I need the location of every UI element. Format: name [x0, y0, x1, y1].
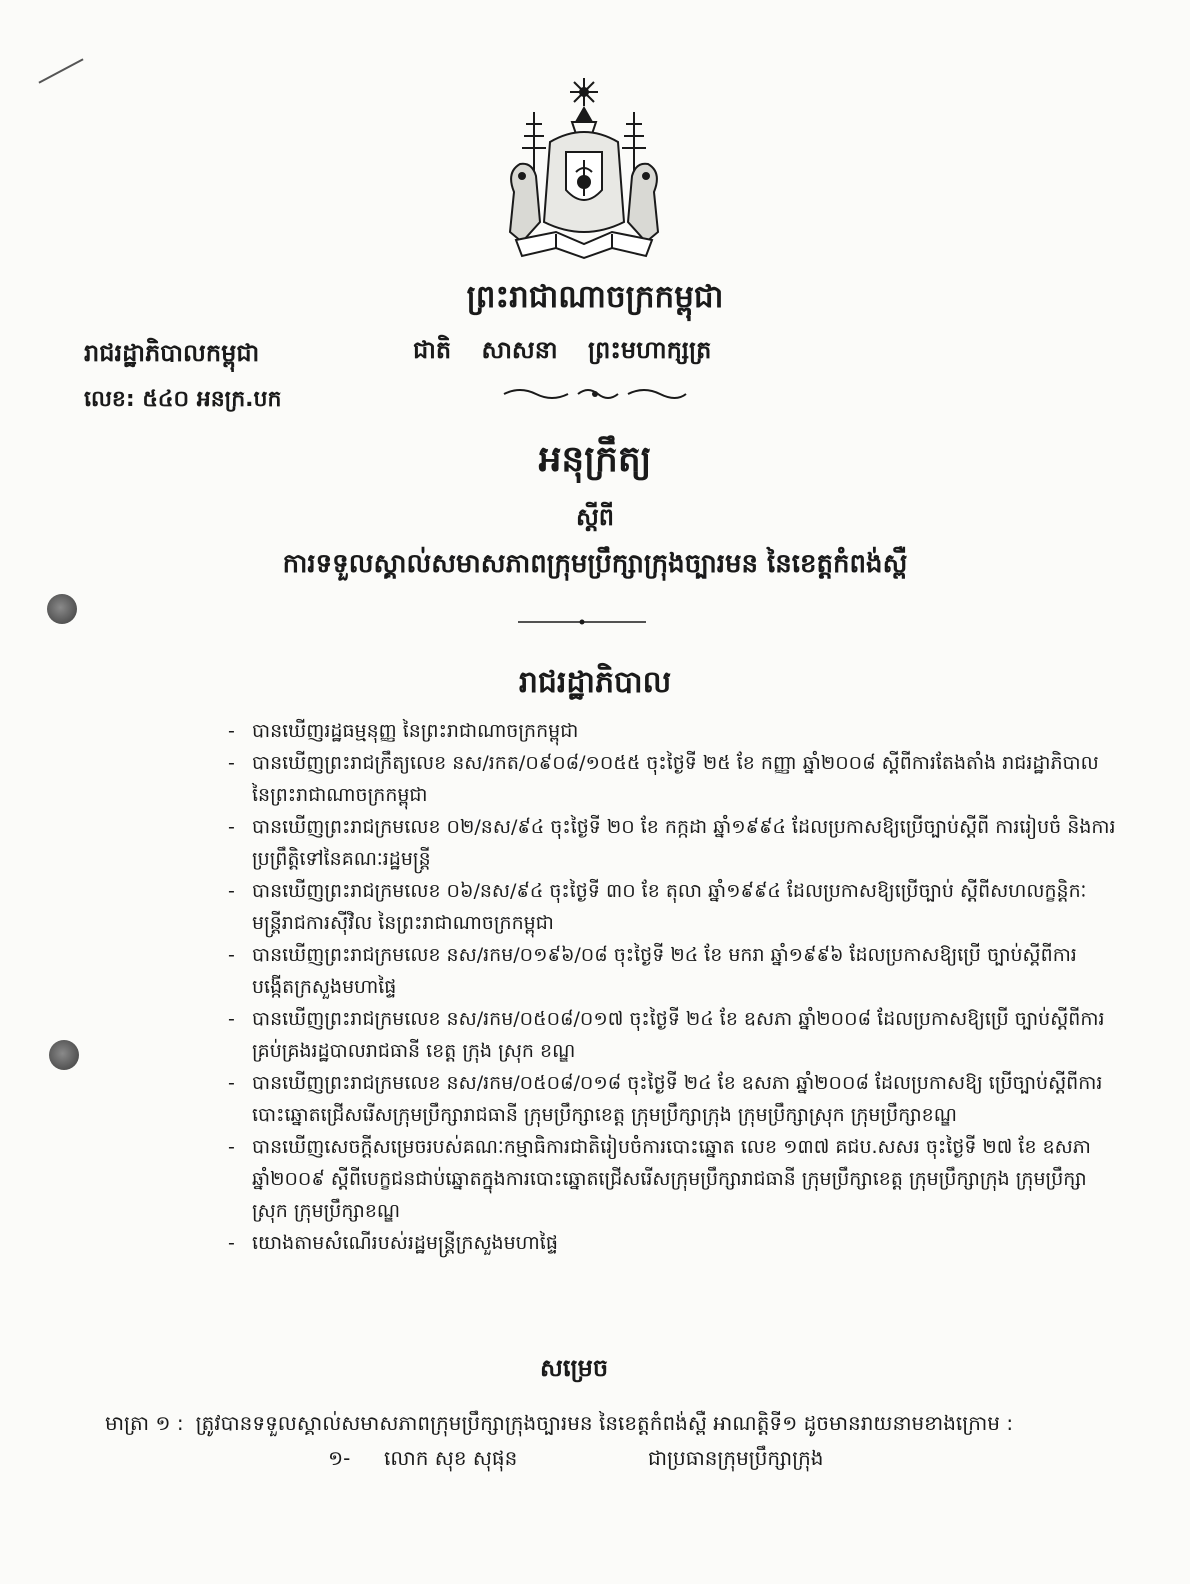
government-name: រាជរដ្ឋាភិបាលកម្ពុជា — [84, 339, 260, 367]
preamble-clause: - បានឃើញសេចក្តីសម្រេចរបស់គណៈកម្មាធិការជាតិរៀបចំការបោះឆ្នោត លេខ ១៣៧ គជប.សសរ ចុះថ្ងៃទី ២៧ ខែ ឧសភា ឆ្នាំ២០០៩ ស្តីពីបេក្ខជនជាប់ឆ្នោតក្នុងការបោះឆ្នោតជ្រើសរើសក្រុមប្រឹក្សារាជធានី ក្រុមប្រឹក្សាខេត្ត ក្រុមប្រឹក្សាក្រុង ក្រុមប្រឹក្សាស្រុក ក្រុមប្រឹក្សាខណ្ឌ — [224, 1131, 1116, 1227]
scan-scratch-mark — [38, 58, 83, 83]
member-number: ១- — [328, 1446, 351, 1470]
document-type-title: អនុក្រឹត្យ — [538, 439, 652, 480]
ornamental-divider — [500, 384, 690, 404]
preamble-clause: - បានឃើញព្រះរាជក្រមលេខ នស/រកម/០៥០៨/០១៨ ចុះថ្ងៃទី ២៤ ខែ ឧសភា ឆ្នាំ២០០៨ ដែលប្រកាសឱ្យ ប្រើច្បាប់ស្តីពីការបោះឆ្នោតជ្រើសរើសក្រុមប្រឹក្សារាជធានី ក្រុមប្រឹក្សាខេត្ត ក្រុមប្រឹក្សាក្រុង ក្រុមប្រឹក្សាស្រុក ក្រុមប្រឹក្សាខណ្ឌ — [224, 1067, 1116, 1131]
article-text: ត្រូវបានទទួលស្គាល់សមាសភាពក្រុមប្រឹក្សាក្រុងច្បារមន នៃខេត្តកំពង់ស្ពឺ អាណត្តិទី១ ដូចមានរាយនាមខាងក្រោម : — [195, 1411, 1014, 1435]
preamble-clause: - បានឃើញព្រះរាជក្រមលេខ ០២/នស/៩៤ ចុះថ្ងៃទី ២០ ខែ កក្កដា ឆ្នាំ១៩៩៤ ដែលប្រកាសឱ្យប្រើច្បាប់ស្តីពី ការរៀបចំ និងការប្រព្រឹត្តិទៅនៃគណៈរដ្ឋមន្ត្រី — [224, 811, 1116, 875]
royal-coat-of-arms-emblem — [496, 72, 672, 262]
preamble-clause: - បានឃើញព្រះរាជក្រឹត្យលេខ នស/រកត/០៩០៨/១០៥៥ ចុះថ្ងៃទី ២៥ ខែ កញ្ញា ឆ្នាំ២០០៨ ស្តីពីការតែងតាំង រាជរដ្ឋាភិបាល នៃព្រះរាជាណាចក្រកម្ពុជា — [224, 747, 1116, 811]
member-name: លោក សុខ សុផុន — [384, 1446, 518, 1470]
decision-heading: សម្រេច — [540, 1354, 609, 1382]
about-label: ស្តីពី — [575, 503, 615, 531]
member-role: ជាប្រធានក្រុមប្រឹក្សាក្រុង — [648, 1446, 824, 1470]
document-subject: ការទទួលស្គាល់សមាសភាពក្រុមប្រឹក្សាក្រុងច្បារមន នៃខេត្តកំពង់ស្ពឺ — [282, 549, 908, 579]
preamble-clause: - បានឃើញរដ្ឋធម្មនុញ្ញ នៃព្រះរាជាណាចក្រកម្ពុជា — [224, 715, 1116, 747]
reference-number: លេខ: ៥៤០ អនក្រ.បក — [84, 387, 282, 412]
national-motto: ជាតិ សាសនា ព្រះមហាក្សត្រ — [413, 336, 712, 364]
kingdom-name: ព្រះរាជាណាចក្រកម្ពុជា — [466, 279, 724, 315]
preamble-clause: - យោងតាមសំណើរបស់រដ្ឋមន្ត្រីក្រសួងមហាផ្ទៃ — [224, 1227, 1116, 1259]
punch-hole — [49, 1040, 79, 1070]
article-1 — [105, 1410, 1145, 1440]
section-divider — [518, 618, 646, 626]
issuing-body-title: រាជរដ្ឋាភិបាល — [518, 665, 672, 700]
preamble-clause: - បានឃើញព្រះរាជក្រមលេខ នស/រកម/០១៩៦/០៨ ចុះថ្ងៃទី ២៤ ខែ មករា ឆ្នាំ១៩៩៦ ដែលប្រកាសឱ្យប្រើ ច្បាប់ស្តីពីការបង្កើតក្រសួងមហាផ្ទៃ — [224, 939, 1116, 1003]
member-row — [328, 1445, 824, 1475]
preamble-clause-list — [224, 715, 1116, 1259]
preamble-clause: - បានឃើញព្រះរាជក្រមលេខ ០៦/នស/៩៤ ចុះថ្ងៃទី ៣០ ខែ តុលា ឆ្នាំ១៩៩៤ ដែលប្រកាសឱ្យប្រើច្បាប់ ស្តីពីសហលក្ខន្តិកៈមន្ត្រីរាជការស៊ីវិល នៃព្រះរាជាណាចក្រកម្ពុជា — [224, 875, 1116, 939]
punch-hole — [47, 594, 77, 624]
preamble-clause: - បានឃើញព្រះរាជក្រមលេខ នស/រកម/០៥០៨/០១៧ ចុះថ្ងៃទី ២៤ ខែ ឧសភា ឆ្នាំ២០០៨ ដែលប្រកាសឱ្យប្រើ ច្បាប់ស្តីពីការគ្រប់គ្រងរដ្ឋបាលរាជធានី ខេត្ត ក្រុង ស្រុក ខណ្ឌ — [224, 1003, 1116, 1067]
article-label: មាត្រា ១ : — [105, 1411, 184, 1435]
